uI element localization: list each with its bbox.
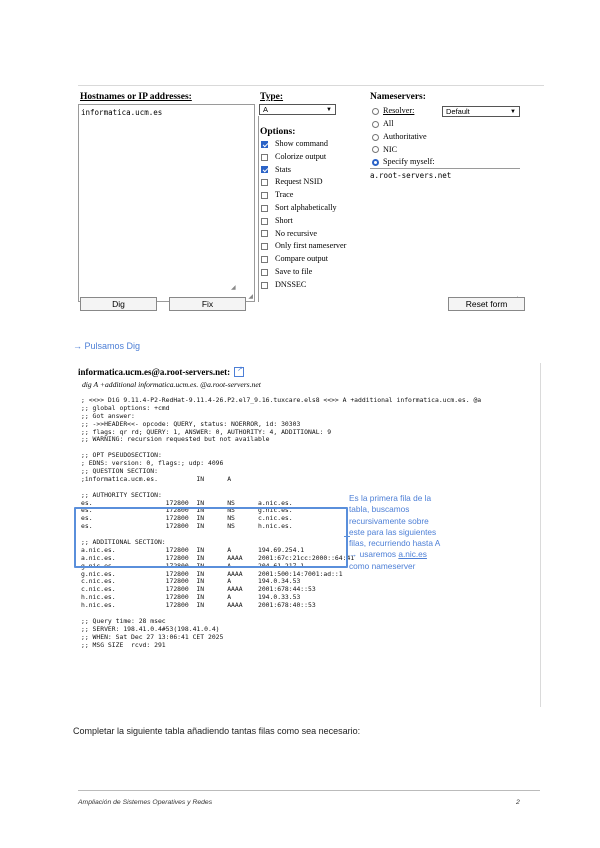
option-label: Save to file xyxy=(275,266,313,276)
output-line: ;; MSG SIZE rcvd: 291 xyxy=(81,640,166,649)
output-line: a.nic.es. 172800 IN A 194.69.254.1 xyxy=(81,545,305,554)
nameserver-option-label: NIC xyxy=(383,144,398,154)
output-line: es. 172800 IN NS a.nic.es. xyxy=(81,498,293,507)
annotation-line: como nameserver xyxy=(349,560,416,571)
output-line: ;; WARNING: recursion requested but not available xyxy=(81,435,270,444)
page-number: 2 xyxy=(516,799,520,806)
nameserver-radio-row[interactable] xyxy=(372,144,435,157)
type-label: Type: xyxy=(260,92,284,102)
output-line: ;; OPT PSEUDOSECTION: xyxy=(81,451,162,460)
share-link-icon[interactable]: ↗ xyxy=(234,367,244,377)
specify-nameserver-value: a.root-servers.net xyxy=(370,171,452,180)
option-label: Show command xyxy=(275,139,328,148)
output-line: ;informatica.ucm.es. IN A xyxy=(81,474,232,483)
output-line: es. 172800 IN NS c.nic.es. xyxy=(81,514,293,523)
output-line: g.nic.es. 172800 IN AAAA 2001:500:14:7001:ad::1 xyxy=(81,569,343,578)
output-line: es. 172800 IN NS h.nic.es. xyxy=(81,522,293,531)
output-line: h.nic.es. 172800 IN A 194.0.33.53 xyxy=(81,593,301,602)
reset-form-button[interactable]: Reset form xyxy=(448,297,525,311)
option-row[interactable] xyxy=(261,138,371,151)
nameserver-radio[interactable] xyxy=(372,134,379,141)
option-checkbox[interactable] xyxy=(261,218,268,225)
resolver-radio-row[interactable] xyxy=(372,105,414,118)
resolver-select[interactable] xyxy=(442,106,520,117)
option-row[interactable] xyxy=(261,279,371,292)
output-line: ; <<>> DiG 9.11.4-P2-RedHat-9.11.4-26.P2.el7_9.16.tuxcare.els8 <<>> A +additional informatica.ucm.es. @a xyxy=(81,397,482,404)
option-row[interactable] xyxy=(261,189,371,202)
option-checkbox[interactable] xyxy=(261,141,268,148)
output-line: ;; Query time: 28 msec xyxy=(81,616,166,625)
resolver-value: Default xyxy=(446,107,470,116)
option-row[interactable] xyxy=(261,215,371,228)
output-line: ;; SERVER: 198.41.0.4#53(198.41.0.4) xyxy=(81,624,220,633)
hostnames-value: informatica.ucm.es xyxy=(81,108,163,117)
options-resize-handle-icon[interactable]: ◢ xyxy=(231,285,236,291)
output-line: ;; ADDITIONAL SECTION: xyxy=(81,538,166,547)
option-row[interactable] xyxy=(261,240,371,253)
nameserver-radio-row[interactable] xyxy=(372,131,435,144)
resize-handle-icon[interactable]: ◢ xyxy=(248,294,253,300)
option-label: Short xyxy=(275,215,293,225)
output-line: h.nic.es. 172800 IN AAAA 2001:678:40::53 xyxy=(81,601,316,610)
annotation-line: filas, recurriendo hasta A xyxy=(349,538,441,549)
annotation-line: este para las siguientes xyxy=(349,526,437,537)
output-line: ;; WHEN: Sat Dec 27 13:06:41 CET 2025 xyxy=(81,632,224,641)
dig-form xyxy=(78,92,548,317)
option-label: Trace xyxy=(275,190,294,200)
option-row[interactable] xyxy=(261,151,371,164)
hostnames-textarea[interactable] xyxy=(78,104,255,302)
chevron-down-icon: ▼ xyxy=(510,108,516,115)
annotation-line: Es la primera fila de la xyxy=(349,493,432,503)
output-line: a.nic.es. 172800 IN AAAA 2001:67c:21cc:2000::64:41 xyxy=(81,553,355,562)
option-checkbox[interactable] xyxy=(261,179,268,186)
footer-divider xyxy=(78,790,540,791)
option-label: Request NSID xyxy=(275,177,323,187)
options-list xyxy=(261,138,371,292)
output-line: ;; AUTHORITY SECTION: xyxy=(81,490,162,499)
option-checkbox[interactable] xyxy=(261,243,268,250)
option-row[interactable] xyxy=(261,176,371,189)
option-label: Compare output xyxy=(275,254,328,264)
option-checkbox[interactable] xyxy=(261,282,268,289)
option-checkbox[interactable] xyxy=(261,205,268,212)
option-label: No recursive xyxy=(275,228,318,238)
option-row[interactable] xyxy=(261,253,371,266)
annotation-line: recursivamente sobre xyxy=(349,515,429,526)
option-checkbox[interactable] xyxy=(261,256,268,263)
output-line: ;; Got answer: xyxy=(81,411,135,420)
hostnames-label: Hostnames or IP addresses: xyxy=(80,92,192,102)
option-row[interactable] xyxy=(261,228,371,241)
option-label: Stats xyxy=(275,164,291,174)
dig-result-panel xyxy=(78,363,541,707)
option-checkbox[interactable] xyxy=(261,269,268,276)
result-subtitle: dig A +additional informatica.ucm.es. @a.root-servers.net xyxy=(82,380,261,389)
option-row[interactable] xyxy=(261,164,371,177)
annotation-link[interactable]: a.nic.es xyxy=(398,549,427,560)
output-line: c.nic.es. 172800 IN AAAA 2001:678:44::53 xyxy=(81,585,316,594)
step-caption: → Pulsamos Dig xyxy=(73,341,141,351)
output-line: ;; flags: qr rd; QUERY: 1, ANSWER: 0, AUTHORITY: 4, ADDITIONAL: 9 xyxy=(81,427,332,436)
result-title: informatica.ucm.es@a.root-servers.net: xyxy=(78,367,231,377)
output-line: ; EDNS: version: 0, flags:; udp: 4096 xyxy=(81,459,224,468)
resolver-radio[interactable] xyxy=(372,108,379,115)
nameserver-option-label: Specify myself: xyxy=(383,157,435,167)
output-line: g.nic.es. 172800 IN A 204.61.217.1 xyxy=(81,561,305,570)
annotation-line: tabla, buscamos xyxy=(349,504,410,515)
options-label: Options: xyxy=(260,127,296,137)
nameserver-radio[interactable] xyxy=(372,146,379,153)
type-value: A xyxy=(263,105,269,114)
option-label: DNSSEC xyxy=(275,279,307,289)
output-line: ;; QUESTION SECTION: xyxy=(81,467,158,476)
option-label: Sort alphabetically xyxy=(275,202,337,212)
option-row[interactable] xyxy=(261,202,371,215)
instruction-text: Completar la siguiente tabla añadiendo tantas filas como sea necesario: xyxy=(73,726,361,736)
annotation-prefix: → usaremos xyxy=(349,549,399,560)
option-label: Only first nameserver xyxy=(275,241,347,251)
nameserver-radio[interactable] xyxy=(372,121,379,128)
output-line: c.nic.es. 172800 IN A 194.0.34.53 xyxy=(81,577,301,586)
top-divider xyxy=(78,85,544,86)
result-header xyxy=(78,367,244,377)
output-line: es. 172800 IN NS g.nic.es. xyxy=(81,506,293,515)
output-line: ;; global options: +cmd xyxy=(81,403,170,412)
chevron-down-icon: ▼ xyxy=(326,106,332,113)
option-checkbox[interactable] xyxy=(261,192,268,199)
nameserver-radio[interactable] xyxy=(372,159,379,166)
option-checkbox[interactable] xyxy=(261,230,268,237)
dig-button[interactable]: Dig xyxy=(80,297,157,311)
nameserver-option-label: Authoritative xyxy=(383,131,427,141)
option-label: Colorize output xyxy=(275,151,327,161)
footer-left-text: Ampliación de Sistemes Operatives y Redes xyxy=(78,799,213,806)
nameserver-radio-row[interactable] xyxy=(372,118,435,131)
nameserver-option-label: All xyxy=(383,119,394,128)
annotation-line xyxy=(349,549,489,560)
nameserver-options xyxy=(372,118,435,169)
nameservers-label: Nameservers: xyxy=(370,92,426,102)
option-row[interactable] xyxy=(261,266,371,279)
resolver-label: Resolver: xyxy=(383,106,415,115)
specify-nameserver-textarea[interactable] xyxy=(370,168,520,302)
output-line: ;; ->>HEADER<<- opcode: QUERY, status: NOERROR, id: 30303 xyxy=(81,419,301,428)
authority-highlight-box xyxy=(74,507,348,568)
option-checkbox[interactable] xyxy=(261,154,268,161)
fix-button[interactable]: Fix xyxy=(169,297,246,311)
option-checkbox[interactable] xyxy=(261,166,268,173)
type-select[interactable] xyxy=(259,104,336,115)
annotation-text xyxy=(349,493,489,572)
